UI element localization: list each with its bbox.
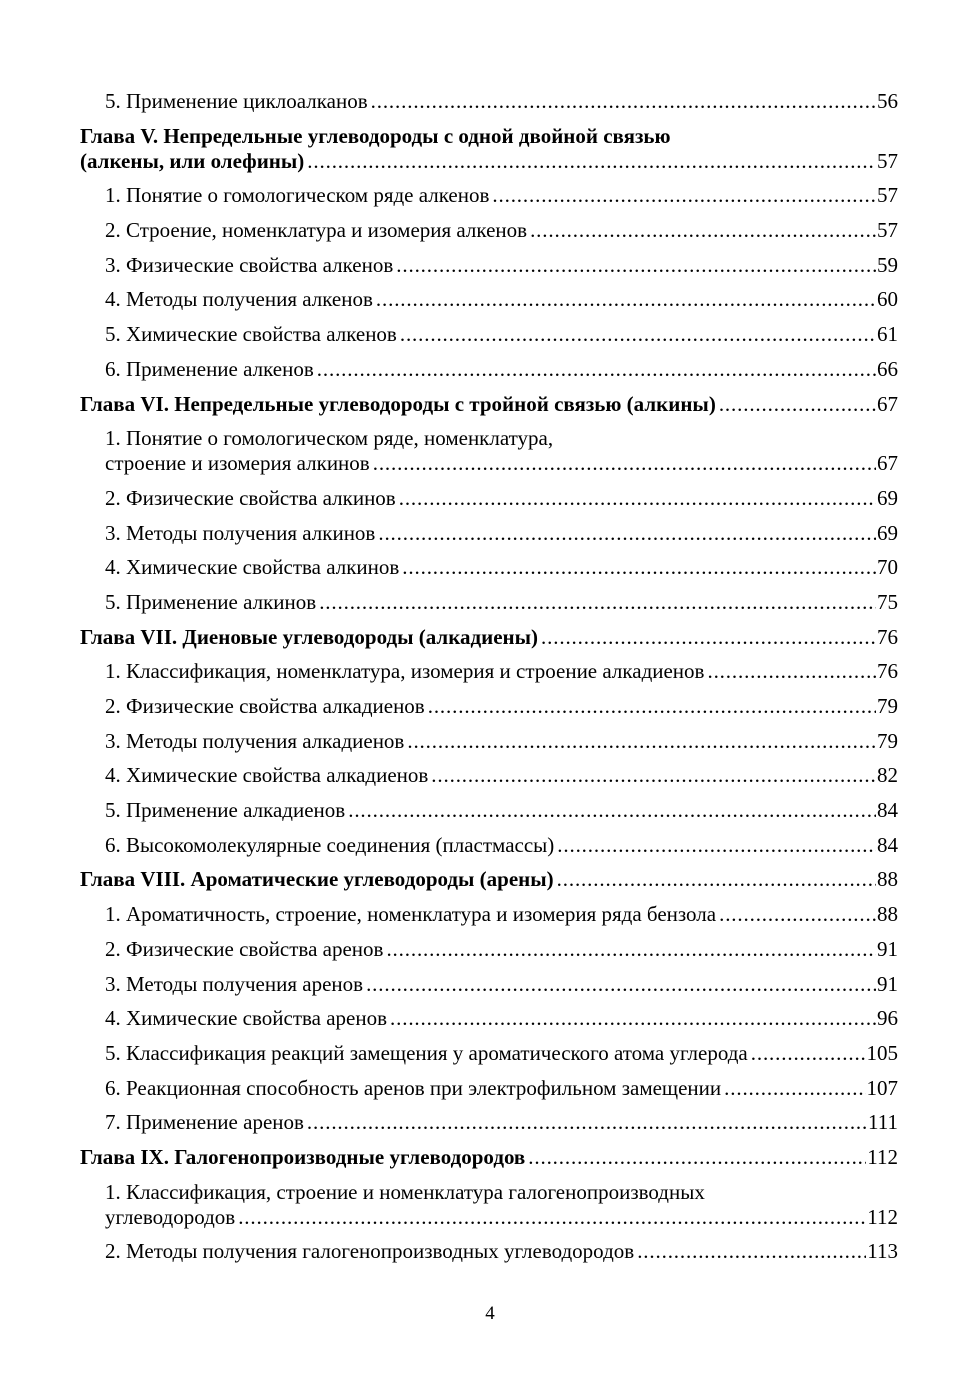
toc-page-number: 75 [877, 589, 898, 614]
table-of-contents [80, 89, 898, 1274]
dot-leader [428, 694, 876, 719]
toc-entry-line [105, 521, 898, 546]
toc-entry-title: 3. Физические свойства алкенов [105, 252, 394, 277]
toc-entry-line [105, 183, 898, 208]
toc-section-entry [80, 763, 898, 788]
toc-page-number: 56 [877, 89, 898, 113]
toc-page-number: 76 [877, 624, 898, 649]
toc-page-number: 112 [867, 1204, 898, 1229]
dot-leader [399, 486, 876, 511]
toc-page-number: 57 [877, 218, 898, 243]
toc-section-entry [80, 89, 898, 114]
toc-section-entry [80, 253, 898, 278]
toc-section-entry [80, 1076, 898, 1101]
toc-entry-title: 4. Химические свойства алкинов [105, 555, 400, 580]
toc-entry-title: Глава VIII. Ароматические углеводороды (арены) [80, 867, 554, 892]
toc-entry-title: 3. Методы получения аренов [105, 971, 364, 996]
toc-section-entry [80, 1006, 898, 1031]
dot-leader [396, 253, 876, 278]
toc-page-number: 88 [877, 902, 898, 927]
toc-page-number: 96 [877, 1006, 898, 1031]
dot-leader [707, 659, 876, 684]
toc-section-entry [80, 218, 898, 243]
toc-entry-title: 2. Физические свойства аренов [105, 936, 384, 961]
toc-entry-title: 2. Физические свойства алкинов [105, 485, 396, 510]
toc-entry-line [105, 218, 898, 243]
toc-section-entry [80, 659, 898, 684]
toc-entry-title: 6. Применение алкенов [105, 356, 314, 381]
toc-page-number: 91 [877, 971, 898, 996]
toc-section-entry [80, 287, 898, 312]
toc-entry-line [105, 1205, 898, 1230]
toc-entry-title: 1. Понятие о гомологическом ряде алкенов [105, 183, 490, 208]
toc-page-number: 59 [877, 252, 898, 277]
dot-leader [541, 625, 876, 650]
toc-chapter-entry [80, 392, 898, 417]
toc-entry-title: 2. Методы получения галогенопроизводных углеводородов [105, 1239, 635, 1264]
toc-entry-line [105, 357, 898, 382]
toc-section-entry [80, 183, 898, 208]
toc-page-number: 105 [866, 1040, 898, 1065]
toc-section-entry [80, 1110, 898, 1135]
toc-entry-title: Глава V. Непредельные углеводороды с одной двойной связью [80, 123, 671, 148]
toc-section-entry [80, 972, 898, 997]
toc-page-number: 70 [877, 555, 898, 580]
dot-leader [528, 1145, 866, 1170]
toc-chapter-entry [80, 1145, 898, 1170]
toc-page-number: 57 [877, 183, 898, 208]
toc-section-entry [80, 694, 898, 719]
toc-entry-line [80, 149, 898, 174]
toc-entry-line [105, 1239, 898, 1264]
dot-leader [307, 149, 876, 174]
toc-entry-title: 3. Методы получения алкинов [105, 520, 376, 545]
toc-entry-line [105, 322, 898, 347]
toc-entry-line [105, 1041, 898, 1066]
toc-entry-title: 4. Химические свойства алкадиенов [105, 763, 429, 788]
toc-page-number: 113 [867, 1239, 898, 1264]
dot-leader [238, 1205, 866, 1230]
toc-entry-title: Глава VI. Непредельные углеводороды с тройной связью (алкины) [80, 391, 716, 416]
toc-entry-line [105, 902, 898, 927]
toc-entry-title: 6. Высокомолекулярные соединения (пластмассы) [105, 832, 555, 857]
dot-leader [366, 972, 876, 997]
toc-entry-line [80, 124, 898, 149]
toc-entry-title: 1. Ароматичность, строение, номенклатура и изомерия ряда бензола [105, 902, 717, 927]
toc-page-number: 107 [866, 1075, 898, 1100]
dot-leader [402, 555, 876, 580]
toc-entry-title: углеводородов [105, 1204, 236, 1229]
toc-entry-line [105, 1110, 898, 1135]
dot-leader [371, 89, 876, 114]
dot-leader [348, 798, 876, 823]
toc-entry-line [105, 1076, 898, 1101]
toc-page-number: 67 [877, 451, 898, 476]
toc-section-entry [80, 1041, 898, 1066]
toc-chapter-entry [80, 625, 898, 650]
toc-page-number: 67 [877, 391, 898, 416]
toc-page-number: 111 [868, 1110, 898, 1135]
dot-leader [307, 1110, 867, 1135]
toc-entry-line [105, 486, 898, 511]
toc-entry-line [80, 1145, 898, 1170]
toc-entry-title: Глава IX. Галогенопроизводные углеводородов [80, 1144, 526, 1169]
toc-entry-title: 1. Понятие о гомологическом ряде, номенклатура, [105, 426, 554, 451]
toc-entry-line [105, 729, 898, 754]
toc-entry-line [105, 287, 898, 312]
toc-page-number: 84 [877, 832, 898, 857]
toc-page-number: 82 [877, 763, 898, 788]
dot-leader [319, 590, 876, 615]
toc-chapter-entry [80, 867, 898, 892]
toc-section-entry [80, 729, 898, 754]
toc-chapter-entry [80, 124, 898, 174]
toc-section-entry [80, 1239, 898, 1264]
dot-leader [317, 357, 876, 382]
toc-entry-line [105, 590, 898, 615]
toc-page-number: 112 [867, 1144, 898, 1169]
toc-page-number: 88 [877, 867, 898, 892]
dot-leader [378, 521, 876, 546]
toc-entry-title: 7. Применение аренов [105, 1110, 304, 1135]
toc-section-entry [80, 590, 898, 615]
toc-section-entry [80, 521, 898, 546]
toc-section-entry [80, 426, 898, 476]
toc-entry-title: 5. Применение алкадиенов [105, 798, 346, 823]
toc-entry-line [105, 1006, 898, 1031]
toc-entry-line [105, 1180, 898, 1205]
toc-entry-title: 2. Физические свойства алкадиенов [105, 694, 425, 718]
toc-entry-line [105, 253, 898, 278]
page-number: 4 [485, 1303, 495, 1324]
toc-section-entry [80, 1180, 898, 1230]
toc-entry-title: 4. Методы получения алкенов [105, 287, 373, 312]
dot-leader [400, 322, 876, 347]
toc-entry-line [105, 798, 898, 823]
dot-leader [751, 1041, 866, 1066]
toc-entry-line [105, 972, 898, 997]
dot-leader [719, 392, 876, 417]
dot-leader [557, 867, 876, 892]
toc-entry-title: 1. Классификация, номенклатура, изомерия и строение алкадиенов [105, 659, 705, 684]
toc-section-entry [80, 833, 898, 858]
toc-section-entry [80, 902, 898, 927]
toc-entry-line [105, 659, 898, 684]
toc-page-number: 76 [877, 659, 898, 684]
toc-section-entry [80, 357, 898, 382]
dot-leader [373, 451, 876, 476]
toc-entry-line [105, 451, 898, 476]
dot-leader [530, 218, 876, 243]
toc-entry-title: 5. Применение алкинов [105, 589, 317, 614]
toc-entry-title: 2. Строение, номенклатура и изомерия алкенов [105, 218, 528, 243]
dot-leader [557, 833, 876, 858]
toc-entry-line [105, 89, 898, 114]
dot-leader [431, 763, 876, 788]
dot-leader [390, 1006, 876, 1031]
toc-page-number: 60 [877, 287, 898, 312]
toc-page-number: 61 [877, 322, 898, 347]
toc-entry-line [105, 426, 898, 451]
toc-entry-title: 5. Химические свойства алкенов [105, 322, 397, 347]
toc-entry-line [105, 763, 898, 788]
dot-leader [376, 287, 876, 312]
toc-page-number: 79 [877, 728, 898, 753]
toc-entry-line [105, 833, 898, 858]
toc-page-number: 57 [877, 148, 898, 173]
toc-page-number: 69 [877, 520, 898, 545]
toc-entry-title: 1. Классификация, строение и номенклатура галогенопроизводных [105, 1179, 705, 1204]
dot-leader [724, 1076, 865, 1101]
toc-section-entry [80, 555, 898, 580]
toc-entry-line [105, 937, 898, 962]
toc-entry-line [80, 392, 898, 417]
toc-page-number: 66 [877, 356, 898, 381]
toc-entry-line [105, 555, 898, 580]
toc-entry-title: 5. Применение циклоалканов [105, 89, 368, 113]
toc-section-entry [80, 937, 898, 962]
toc-entry-line [105, 694, 898, 719]
toc-entry-title: 6. Реакционная способность аренов при электрофильном замещении [105, 1075, 722, 1100]
dot-leader [386, 937, 876, 962]
dot-leader [407, 729, 876, 754]
toc-section-entry [80, 798, 898, 823]
toc-page-number: 79 [877, 694, 898, 718]
toc-page-number: 91 [877, 936, 898, 961]
toc-entry-title: 5. Классификация реакций замещения у ароматического атома углерода [105, 1040, 748, 1065]
toc-section-entry [80, 486, 898, 511]
toc-entry-title: 4. Химические свойства аренов [105, 1006, 388, 1031]
dot-leader [719, 902, 876, 927]
toc-entry-line [80, 867, 898, 892]
toc-page-number: 69 [877, 485, 898, 510]
toc-entry-line [80, 625, 898, 650]
toc-page-number: 84 [877, 798, 898, 823]
toc-entry-title: 3. Методы получения алкадиенов [105, 728, 405, 753]
dot-leader [492, 183, 876, 208]
toc-entry-title: (алкены, или олефины) [80, 148, 305, 173]
toc-entry-title: Глава VII. Диеновые углеводороды (алкадиены) [80, 624, 539, 649]
toc-section-entry [80, 322, 898, 347]
toc-entry-title: строение и изомерия алкинов [105, 451, 370, 476]
dot-leader [637, 1239, 866, 1264]
